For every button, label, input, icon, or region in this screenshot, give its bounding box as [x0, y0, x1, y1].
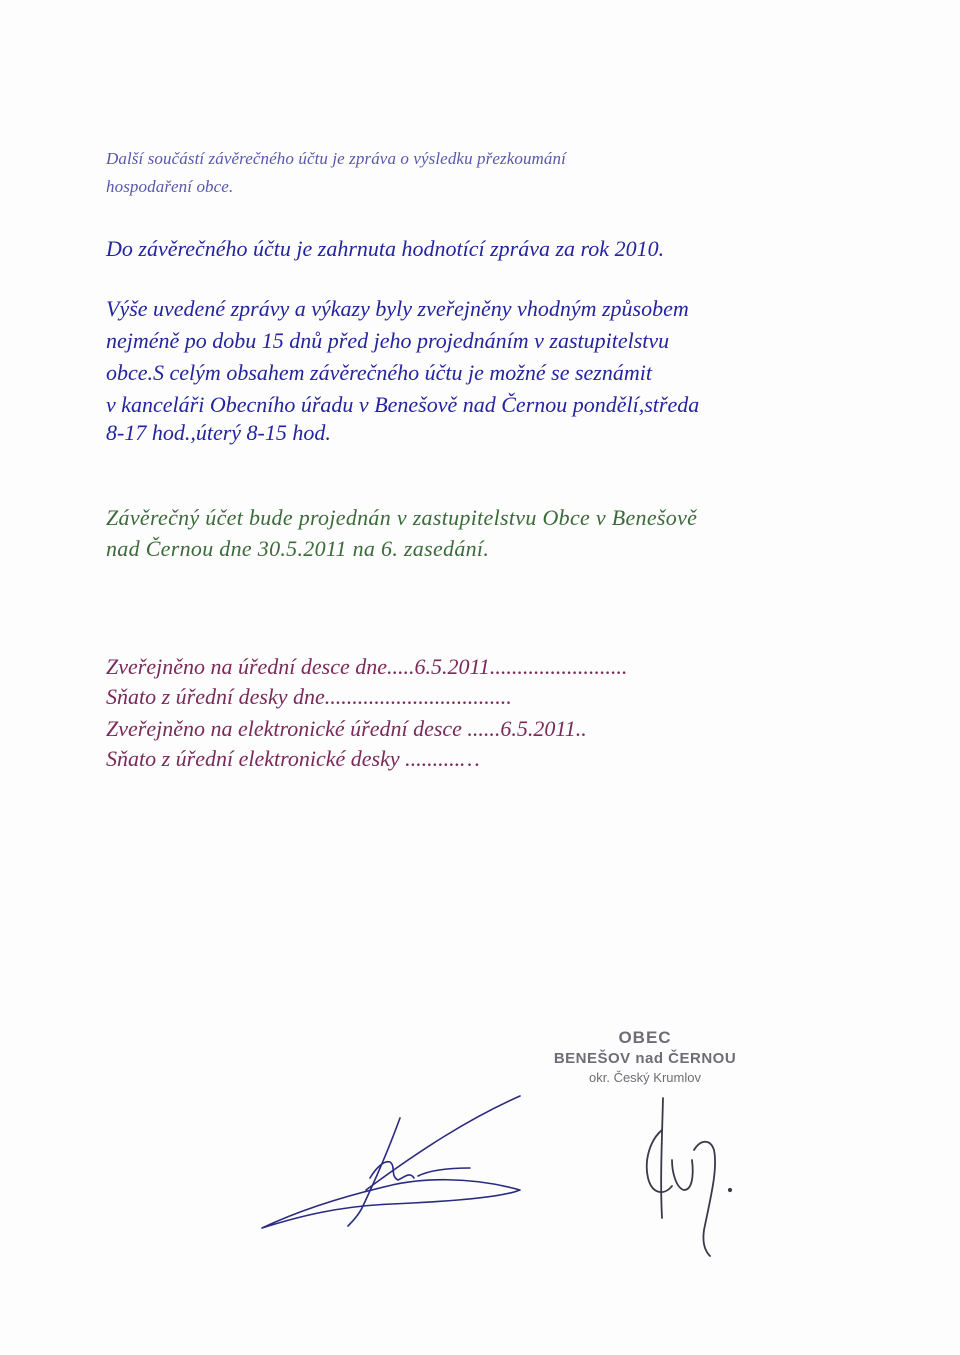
paragraph-line-3: obce.S celým obsahem závěrečného účtu je možné se seznámit	[106, 360, 652, 385]
stamp-line-2: BENEŠOV nad ČERNOU	[553, 1050, 737, 1067]
stamp-line-3: okr. Český Krumlov	[589, 1070, 701, 1085]
meeting-line-1: Závěrečný účet bude projednán v zastupitelstvu Obce v Benešově	[106, 505, 698, 530]
paragraph-line-1: Výše uvedené zprávy a výkazy byly zveřejněny vhodným způsobem	[106, 296, 689, 321]
publication-line-2: Sňato z úřední desky dne..................................	[106, 684, 512, 709]
statement-line: Do závěrečného účtu je zahrnuta hodnotící zpráva za rok 2010.	[106, 236, 665, 261]
publication-line-4: Sňato z úřední elektronické desky ..........…	[106, 746, 480, 771]
left-signature	[262, 1096, 520, 1228]
meeting-line-2: nad Černou dne 30.5.2011 na 6. zasedání.	[106, 536, 490, 561]
publication-line-3: Zveřejněno na elektronické úřední desce ......6.5.2011..	[106, 716, 587, 741]
intro-line-1: Další součástí závěrečného účtu je zpráva o výsledku přezkoumání	[106, 149, 566, 168]
right-signature	[647, 1098, 731, 1256]
paragraph-line-2: nejméně po dobu 15 dnů před jeho projednáním v zastupitelstvu	[106, 328, 670, 353]
paragraph-line-5: 8-17 hod.,úterý 8-15 hod.	[106, 420, 331, 445]
paragraph-line-4: v kanceláři Obecního úřadu v Benešově nad Černou pondělí,středa	[106, 392, 700, 417]
stamp-line-1: OBEC	[618, 1028, 672, 1047]
publication-line-1: Zveřejněno na úřední desce dne.....6.5.2011.........................	[106, 654, 628, 679]
intro-line-2: hospodaření obce.	[106, 177, 234, 196]
